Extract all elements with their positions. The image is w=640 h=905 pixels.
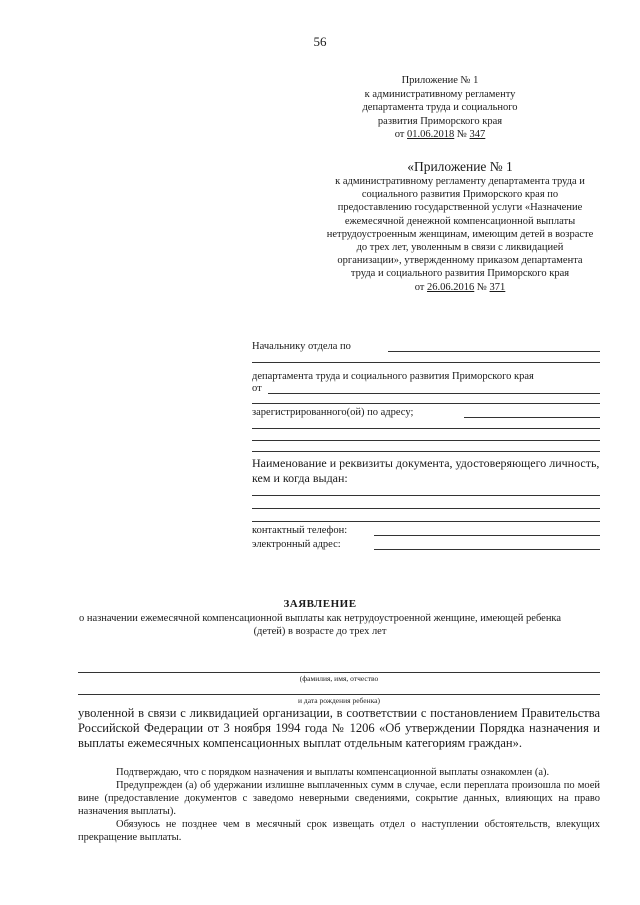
address-line[interactable] <box>252 440 600 441</box>
applicant-fullname-field[interactable] <box>78 672 600 673</box>
appendix-title: Приложение № 1 <box>401 75 479 86</box>
appendix-original-number: 371 <box>489 281 506 293</box>
field-caption: и дата рождения ребенка) <box>298 696 380 705</box>
confirmation-paragraph: Подтверждаю, что с порядком назначения и выплаты компенсационной выплаты ознакомлен (а). <box>116 767 550 778</box>
registered-address-field[interactable] <box>464 417 600 418</box>
addressee-line[interactable] <box>252 362 600 363</box>
statement-subtitle: о назначении ежемесячной компенсационной выплаты как нетрудоустроенной женщине, имеющей ребенка (детей) в возрасте до трех лет <box>78 613 562 637</box>
appendix-original-date: 26.06.2016 <box>427 281 475 293</box>
phone-field[interactable] <box>374 535 600 536</box>
appendix-original-line: организации», утвержденному приказом департамента <box>337 255 583 267</box>
warning-paragraph: Предупрежден (а) об удержании излишне выплаченных сумм в случае, если переплата произошла по моей вине (предоставление документов с заведомо неверными сведениями, сокрытие данных, влияющих на право назначения выплаты). <box>78 780 600 817</box>
addressee-department: департамента труда и социального развития Приморского края <box>252 371 534 382</box>
field-caption: (фамилия, имя, отчество <box>299 674 379 683</box>
address-line[interactable] <box>252 428 600 429</box>
appendix-date-line: от 01.06.2018 № 347 <box>394 129 486 140</box>
identity-document-field[interactable] <box>252 521 600 522</box>
appendix-original-title: «Приложение № 1 <box>407 159 513 174</box>
applicant-name-field-2[interactable] <box>252 403 600 404</box>
statement-title: ЗАЯВЛЕНИЕ <box>283 598 357 610</box>
statement-main-text: уволенной в связи с ликвидацией организации, в соответствии с постановлением Правительства Российской Федерации от 3 ноября 1994 года № 1206 «Об утверждении Порядка назначения и выплаты ежемесячных компенсационных выплат отдельным категориям граждан». <box>78 706 600 750</box>
page-number: 56 <box>313 34 327 49</box>
applicant-name-field[interactable] <box>268 393 600 394</box>
appendix-original-line: ежемесячной денежной компенсационной выплаты <box>344 215 576 227</box>
appendix-original-line: до трех лет, уволенным в связи с ликвидацией <box>356 242 564 254</box>
appendix-header <box>340 74 540 142</box>
appendix-original-line: нетрудоустроенным женщинам, имеющим детей в возрасте <box>326 228 594 240</box>
phone-label: контактный телефон: <box>252 525 348 536</box>
appendix-original-date-line: от 26.06.2016 № 371 <box>414 281 506 293</box>
identity-document-field[interactable] <box>252 495 600 496</box>
child-data-field[interactable] <box>78 694 600 695</box>
registered-address-label: зарегистрированного(ой) по адресу; <box>252 407 414 418</box>
appendix-original <box>300 158 620 294</box>
appendix-line: к административному регламенту <box>364 88 516 100</box>
appendix-original-line: труда и социального развития Приморского края <box>350 268 570 280</box>
appendix-number: 347 <box>469 129 486 140</box>
appendix-original-line: социального развития Приморского края по <box>361 189 559 201</box>
obligation-paragraph: Обязуюсь не позднее чем в месячный срок извещать отдел о наступлении обстоятельств, влекущих прекращение выплаты. <box>78 819 600 843</box>
appendix-original-text <box>300 175 620 294</box>
appendix-date: 01.06.2018 <box>407 129 455 140</box>
appendix-original-line: к административному регламенту департамента труда и <box>335 176 585 187</box>
addressee-from: от <box>252 383 262 394</box>
address-line[interactable] <box>252 451 600 452</box>
appendix-line: департамента труда и социального <box>362 102 518 113</box>
email-field[interactable] <box>374 549 600 550</box>
addressee-head-field[interactable] <box>388 351 600 352</box>
appendix-original-line: предоставлению государственной услуги «Назначение <box>337 202 583 214</box>
identity-document-label: Наименование и реквизиты документа, удостоверяющего личность, кем и когда выдан: <box>252 456 600 485</box>
appendix-line: развития Приморского края <box>377 115 503 127</box>
email-label: электронный адрес: <box>252 539 341 550</box>
identity-document-field[interactable] <box>252 508 600 509</box>
statement-paragraphs <box>78 766 600 844</box>
addressee-head: Начальнику отдела по <box>252 341 351 352</box>
